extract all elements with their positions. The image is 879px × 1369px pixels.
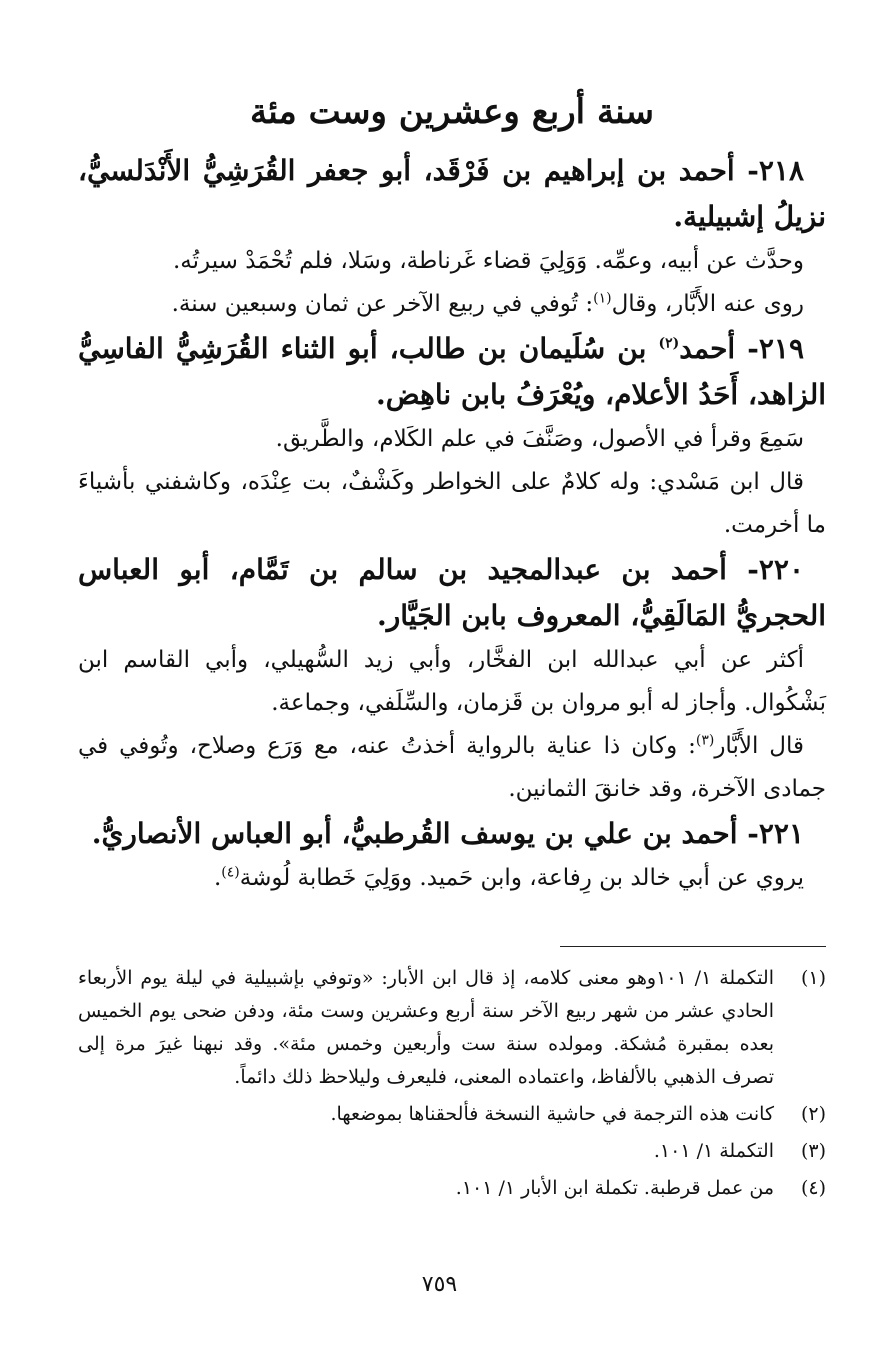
entry-number: ٢١٩- [747, 332, 805, 365]
footnote-reference: (١) [593, 290, 612, 307]
entry-paragraph: قال ابن مَسْدي: وله كلامٌ على الخواطر وكَشْفٌ، بت عِنْدَه، وكاشفني بأشياءَ ما أخرمت. [78, 469, 826, 538]
footnote-marker: (٣) [800, 1140, 826, 1162]
paragraph-text: قال الأَبَّار [714, 733, 804, 759]
footnote-reference: (٢) [658, 335, 680, 352]
footnote-reference: (٤) [221, 864, 240, 881]
paragraph-text: . [213, 865, 222, 891]
entry-heading-text: أحمد بن عبدالمجيد بن سالم بن تَمَّام، أبو العباس الحجريُّ المَالَقِيُّ، المعروف بابن الجَيَّار. [78, 553, 826, 632]
entry-number: ٢٢١- [747, 817, 804, 850]
paragraph-text: : وكان ذا عناية بالرواية أخذتُ عنه، مع وَرَع وصلاح، وتُوفي في جمادى الآخرة، وقد خانقَ الثمانين. [78, 733, 826, 802]
page-number: ٧٥٩ [421, 1272, 458, 1297]
entry-219 [78, 326, 826, 547]
entry-paragraph [78, 283, 826, 326]
footnote-text: التكملة ١/ ١٠١وهو معنى كلامه، إذ قال ابن الأبار: «وتوفي بإشبيلية في ليلة يوم الأربعاء الحادي عشر من شهر ربيع الآخر سنة أربع وعشرين وست مئة، ودفن ضحى يوم الخميس بعده بمقبرة مُشكة. ومولده سنة ست وأربعين وخمس مئة». وقد نبهنا غيرَ مرة إلى تصرف الذهبي بالألفاظ، واعتماده المعنى، فليعرف وليلاحظ ذلك دائماً. [78, 967, 774, 1088]
footnote-marker: (٢) [800, 1103, 826, 1125]
entry-number: ٢٢٠- [747, 553, 804, 586]
paragraph-text: يروي عن أبي خالد بن رِفاعة، وابن حَميد. ووَلِيَ خَطابة لُوشة [239, 865, 804, 891]
footnote-text: التكملة ١/ ١٠١. [653, 1140, 774, 1162]
entry-221 [78, 811, 826, 900]
entry-heading-text: أحمد بن علي بن يوسف القُرطبيُّ، أبو العباس الأنصاريُّ. [91, 817, 738, 850]
entry-paragraph: سَمِعَ وقرأ في الأصول، وصَنَّفَ في علم الكَلام، والطَّريق. [275, 426, 804, 452]
entry-heading-text: أحمد بن إبراهيم بن فَرْقَد، أبو جعفر القُرَشِيُّ الأَنْدَلسيُّ، نزيلُ إشبيلية. [78, 154, 826, 233]
page-title: سنة أربع وعشرين وست مئة [250, 92, 654, 132]
entry-heading-text: أحمد [679, 332, 736, 365]
footnote-text: كانت هذه الترجمة في حاشية النسخة فألحقناها بموضعها. [330, 1103, 774, 1125]
footnote-marker: (٤) [800, 1177, 826, 1199]
entry-heading [78, 547, 826, 639]
entry-paragraph [78, 857, 826, 900]
footnote-marker: (١) [800, 967, 826, 989]
footnote [78, 1135, 826, 1168]
footnote [78, 962, 826, 1094]
footnotes [78, 962, 826, 1209]
entry-heading [78, 811, 826, 857]
entry-paragraph [78, 725, 826, 811]
paragraph-text: : تُوفي في ربيع الآخر عن ثمان وسبعين سنة. [171, 291, 594, 317]
entry-heading-text: بن سُلَيمان بن طالب، أبو الثناء القُرَشِيُّ الفاسِيُّ الزاهد، أَحَدُ الأعلام، ويُعْرَفُ بابن ناهِض. [78, 332, 826, 411]
entry-number: ٢١٨- [747, 154, 804, 187]
entry-heading [78, 326, 826, 418]
footnote [78, 1098, 826, 1131]
entry-218 [78, 148, 826, 326]
paragraph-text: روى عنه الأَبَّار، وقال [611, 291, 804, 317]
entry-paragraph: وحدَّث عن أبيه، وعمِّه. وَوَلِيَ قضاء غَرناطة، وسَلا، فلم تُحْمَدْ سيرتُه. [173, 248, 804, 274]
entry-220 [78, 547, 826, 811]
entry-paragraph: أكثر عن أبي عبدالله ابن الفخَّار، وأبي زيد السُّهيلي، وأبي القاسم ابن بَشْكُوال. وأجاز له أبو مروان بن قَزمان، والسِّلَفي، وجماعة. [78, 647, 826, 716]
footnote [78, 1172, 826, 1205]
book-page [78, 84, 826, 900]
footnote-text: من عمل قرطبة. تكملة ابن الأبار ١/ ١٠١. [455, 1177, 774, 1199]
footnote-separator [560, 946, 826, 947]
footnote-reference: (٣) [695, 732, 715, 749]
entry-heading [78, 148, 826, 240]
